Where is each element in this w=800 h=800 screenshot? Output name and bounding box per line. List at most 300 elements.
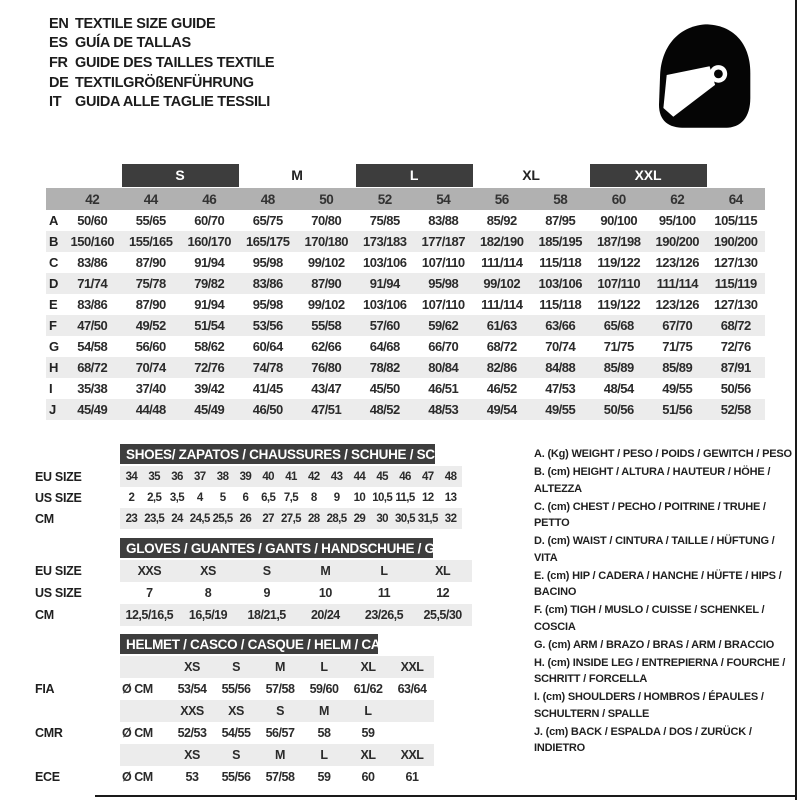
size-value: 87/95 [545,213,576,228]
size-value: 38 [216,470,229,483]
size-value: 34 [125,470,138,483]
size-value: 55/56 [221,682,251,696]
size-value: 23,5 [144,512,165,525]
gloves-row [35,604,472,626]
row-cells [120,508,462,529]
size-value: 103/106 [363,255,407,270]
size-column-header: 64 [728,191,743,207]
gloves-table-title: GLOVES / GUANTES / GANTS / HANDSCHUHE / GUANTI [120,538,433,558]
size-value: 87/90 [135,297,166,312]
measurement-row-h [46,357,765,378]
size-value: 53/56 [252,318,283,333]
size-value: 48/54 [603,381,634,396]
row-cells [120,656,434,678]
size-value: 8 [204,586,212,600]
size-value: 123/126 [655,255,699,270]
size-value: 2 [128,491,135,504]
size-value: 46/50 [252,402,283,417]
racing-helmet-icon [648,18,758,132]
size-value: 190/200 [714,234,758,249]
legend-item: A. (Kg) WEIGHT / PESO / POIDS / GEWITCH / PESO [534,448,792,460]
row-key: J [49,402,57,417]
bottom-border-line [95,795,797,797]
size-value: 78/82 [369,360,400,375]
size-value: 42 [307,470,320,483]
size-value: 48/52 [369,402,400,417]
legend-item: C. (cm) CHEST / PECHO / POITRINE / TRUHE / PETTO [534,500,766,529]
size-value: 32 [444,512,457,525]
shoes-row [35,487,462,508]
size-value: XS [228,704,244,718]
size-value: 41/45 [252,381,283,396]
legend-item: E. (cm) HIP / CADERA / HANCHE / HÜFTE / HIPS / BACINO [534,569,782,598]
size-value: 83/88 [428,213,459,228]
row-label [35,700,120,722]
row-cells [120,678,434,700]
row-key: G [49,339,60,354]
row-cells [120,744,434,766]
size-value: 26 [239,512,252,525]
size-value: 95/98 [252,255,283,270]
size-value: 95/100 [658,213,696,228]
size-value: 70/74 [545,339,576,354]
size-value: 90/100 [600,213,638,228]
size-value: 47/53 [545,381,576,396]
size-value: 71/75 [662,339,693,354]
size-value: 182/190 [480,234,524,249]
cmr-values-row [35,722,434,744]
size-value: 46/51 [428,381,459,396]
size-column-header: 42 [85,191,100,207]
size-value: 65/75 [252,213,283,228]
size-value: 190/200 [655,234,699,249]
size-value: M [320,564,331,578]
size-value: 85/89 [603,360,634,375]
size-value: 9 [263,586,270,600]
size-value: 7,5 [283,491,299,504]
size-value: XL [435,564,451,578]
row-label: ECE [35,770,60,784]
size-value: 11 [377,586,391,600]
size-value: XL [360,660,376,674]
size-value: 160/170 [187,234,231,249]
size-value: 57/60 [369,318,400,333]
measurement-legend [534,446,800,758]
size-value: 83/86 [77,255,108,270]
size-value: 165/175 [246,234,290,249]
legend-item: D. (cm) WAIST / CINTURA / TAILLE / HÜFTUNG / VITA [534,535,775,564]
size-value: 16,5/19 [188,608,228,622]
shoes-table-rows [35,466,462,529]
size-value: 41 [285,470,297,483]
size-value: 71/75 [603,339,634,354]
size-value: 173/183 [363,234,407,249]
size-value: 47 [421,470,434,483]
size-value: 8 [310,491,317,504]
size-value: 24 [171,512,183,525]
size-value: 127/130 [714,255,758,270]
size-value: 12,5/16,5 [125,608,174,622]
language-row [49,14,274,34]
size-column-header: 62 [670,191,685,207]
size-value: 10 [318,586,332,600]
size-value: 51/54 [194,318,225,333]
size-value: 63/66 [545,318,576,333]
size-value: XXS [137,564,162,578]
size-value: 68/72 [720,318,751,333]
size-column-header: 56 [494,191,509,207]
measurement-row-a [46,210,765,231]
size-value: 72/76 [194,360,225,375]
row-key: A [49,213,59,228]
size-group-label: XL [522,167,540,183]
size-value: 24,5 [189,512,210,525]
row-label: CM [35,511,54,526]
size-value: M [275,748,285,762]
shoes-size-table [35,444,472,529]
row-key: F [49,318,57,333]
language-code: ES [49,35,68,52]
size-value: 43/47 [311,381,342,396]
size-value: 71/74 [77,276,108,291]
size-value: 115/118 [539,255,582,270]
language-title: GUIDA ALLE TAGLIE TESSILI [75,94,270,111]
ece-values-row [35,766,434,788]
size-value: 127/130 [714,297,758,312]
size-value: 39 [239,470,252,483]
size-value: 54/55 [221,726,251,740]
row-label [35,744,120,766]
size-value: 37 [193,470,206,483]
language-code: FR [49,54,68,71]
size-value: 20/24 [310,608,340,622]
size-value: 46 [399,470,411,483]
size-value: S [232,748,240,762]
size-value: 185/195 [538,234,582,249]
size-value: 79/82 [194,276,225,291]
size-value: 45 [376,470,388,483]
textile-size-table [46,163,765,420]
size-value: 45/50 [369,381,400,396]
size-value: 105/115 [714,213,758,228]
size-value: 2,5 [147,491,162,504]
size-value: XXL [400,660,424,674]
gloves-row [35,582,472,604]
size-value: 49/55 [662,381,693,396]
row-key: C [49,255,59,270]
language-code: EN [49,15,69,32]
size-value: 119/122 [597,297,641,312]
language-row [49,73,274,93]
language-title: GUIDE DES TAILLES TEXTILE [75,54,275,71]
size-value: 55/58 [311,318,342,333]
size-value: 51/56 [662,402,693,417]
size-value: 56/57 [265,726,295,740]
row-cells [120,560,472,582]
size-value: 58 [317,726,331,740]
size-value: Ø CM [122,682,153,696]
size-value: 23/26,5 [364,608,404,622]
row-label: CMR [35,726,63,740]
measurement-row-e [46,294,765,315]
size-value: 39/42 [194,381,225,396]
row-label: FIA [35,682,55,696]
row-cells [120,766,434,788]
size-value: 27 [262,512,274,525]
size-value: 170/180 [304,234,348,249]
size-value: 99/102 [483,276,521,291]
size-value: S [262,564,271,578]
size-value: 48/53 [428,402,459,417]
size-value: 53 [185,770,199,784]
size-value: 44/48 [135,402,166,417]
legend-item: G. (cm) ARM / BRAZO / BRAS / ARM / BRACCIO [534,638,775,651]
size-value: 57/58 [265,682,295,696]
size-value: 28 [307,512,320,525]
size-value: 70/74 [135,360,166,375]
size-value: 87/90 [135,255,166,270]
size-value: 111/114 [481,297,523,312]
size-value: 123/126 [655,297,699,312]
size-value: 99/102 [307,297,345,312]
size-value: 83/86 [252,276,283,291]
row-label [35,656,120,678]
size-value: 87/90 [311,276,342,291]
size-value: 155/165 [129,234,173,249]
row-key: B [49,234,59,249]
row-cells [120,604,472,626]
size-value: XXS [180,704,204,718]
size-value: 48 [444,470,457,483]
size-value: 30,5 [395,512,415,525]
size-value: 9 [333,491,340,504]
size-value: 66/70 [428,339,459,354]
size-column-header: 52 [377,191,392,207]
size-value: 177/187 [421,234,465,249]
size-column-header: 48 [260,191,275,207]
measurement-row-i [46,378,765,399]
size-value: 84/88 [545,360,576,375]
size-value: 25,5/30 [423,608,462,622]
size-group-label: S [122,164,239,187]
size-value: 5 [219,491,226,504]
row-key: H [49,360,59,375]
size-value: 82/86 [486,360,517,375]
size-group-label: XXL [590,164,707,187]
size-value: 36 [171,470,183,483]
size-value: 49/55 [545,402,576,417]
size-value: 115/119 [714,276,757,291]
language-title: TEXTILE SIZE GUIDE [75,15,216,32]
size-value: 47/50 [77,318,108,333]
helmet-table-title: HELMET / CASCO / CASQUE / HELM / CASCO [120,634,378,654]
size-group-label: M [291,167,303,183]
size-value: 55/56 [221,770,251,784]
size-value: L [320,748,328,762]
size-value: 47/51 [311,402,342,417]
size-value: 6,5 [261,491,276,504]
size-value: 115/118 [539,297,582,312]
shoes-row [35,508,462,529]
size-value: XS [184,660,200,674]
size-value: L [380,564,388,578]
size-value: S [232,660,240,674]
size-column-header: 54 [436,191,451,207]
gloves-row [35,560,472,582]
size-value: 56/60 [135,339,166,354]
legend-item: B. (cm) HEIGHT / ALTURA / HAUTEUR / HÖHE / ALTEZZA [534,466,771,495]
size-group-header-row [46,163,765,187]
size-value: 62/66 [311,339,342,354]
size-column-header: 50 [319,191,334,207]
row-label: EU SIZE [35,469,82,484]
measurement-row-c [46,252,765,273]
language-row [49,92,274,112]
size-value: L [364,704,372,718]
size-column-header: 60 [611,191,626,207]
language-title: GUÍA DE TALLAS [75,35,191,52]
language-title: TEXTILGRÖßENFÜHRUNG [75,74,254,91]
size-value: 3,5 [169,491,185,504]
row-key: I [49,381,53,396]
size-value: 60/64 [252,339,283,354]
size-value: 29 [353,512,366,525]
size-value: 68/72 [486,339,517,354]
size-value: 18/21,5 [247,608,286,622]
size-value: XL [360,748,376,762]
gloves-table-rows [35,560,472,626]
size-value: 59/62 [428,318,459,333]
measurement-row-f [46,315,765,336]
size-value: M [319,704,329,718]
size-value: 80/84 [428,360,459,375]
size-value: 61/63 [486,318,517,333]
size-value: 95/98 [428,276,459,291]
size-value: XXL [400,748,424,762]
size-value: 75/78 [135,276,166,291]
size-value: 111/114 [656,276,698,291]
size-value: 12 [436,586,450,600]
helmet-table-rows [35,656,434,788]
size-value: 49/52 [135,318,166,333]
size-value: 63/64 [397,682,427,696]
size-value: 57/58 [265,770,295,784]
size-value: 59/60 [309,682,339,696]
size-value: 45/49 [77,402,108,417]
size-value: 68/72 [77,360,108,375]
size-value: S [276,704,284,718]
size-group-label: L [356,164,473,187]
size-value: 59 [317,770,331,784]
size-value: 6 [242,491,249,504]
size-value: 150/160 [70,234,114,249]
size-value: 58/62 [194,339,225,354]
size-value: 12 [421,491,434,504]
row-cells [120,722,434,744]
row-label: EU SIZE [35,564,82,578]
cmr-size-header-row [35,700,434,722]
language-code: DE [49,74,69,91]
size-value: 35/38 [77,381,108,396]
size-value: 85/89 [662,360,693,375]
size-value: 74/78 [252,360,283,375]
size-value: 11,5 [395,491,415,504]
row-cells [120,582,472,604]
size-column-header: 58 [553,191,568,207]
size-number-header-row [46,188,765,210]
size-value: 103/106 [538,276,582,291]
size-value: 61/62 [353,682,383,696]
size-value: 60/70 [194,213,225,228]
size-value: 28,5 [326,512,347,525]
size-column-header: 44 [143,191,158,207]
size-value: 10,5 [372,491,393,504]
shoes-row [35,466,462,487]
size-value: 85/92 [486,213,517,228]
fia-size-header-row [35,656,434,678]
size-value: 30 [376,512,388,525]
size-value: 44 [353,470,366,483]
size-value: 107/110 [421,297,465,312]
row-label: CM [35,608,54,622]
size-value: 67/70 [662,318,693,333]
size-value: 49/54 [486,402,517,417]
size-value: Ø CM [122,770,153,784]
row-label: US SIZE [35,490,82,505]
size-value: 55/65 [135,213,166,228]
legend-item: J. (cm) BACK / ESPALDA / DOS / ZURÜCK / INDIETRO [534,725,752,754]
row-key: E [49,297,58,312]
size-value: 60 [361,770,375,784]
size-value: 50/56 [720,381,751,396]
size-column-header: 46 [202,191,217,207]
size-value: 27,5 [281,512,301,525]
size-value: 65/68 [603,318,634,333]
size-value: 35 [148,470,160,483]
size-value: 91/94 [369,276,400,291]
row-cells [120,466,462,487]
helmet-size-table [35,634,434,788]
size-value: 25,5 [212,512,233,525]
size-value: M [275,660,285,674]
size-value: 111/114 [481,255,523,270]
size-value: Ø CM [122,726,153,740]
size-value: 50/56 [603,402,634,417]
size-value: 23 [125,512,138,525]
size-value: 61 [405,770,419,784]
measurement-row-d [46,273,765,294]
size-value: 75/85 [369,213,400,228]
size-value: 52/58 [720,402,751,417]
size-value: 46/52 [486,381,517,396]
size-value: 107/110 [597,276,641,291]
size-value: 31,5 [417,512,438,525]
legend-item: I. (cm) SHOULDERS / HOMBROS / ÉPAULES / SCHULTERN / SPALLE [534,691,764,720]
size-value: 99/102 [307,255,345,270]
legend-item: F. (cm) TIGH / MUSLO / CUISSE / SCHENKEL / COSCIA [534,604,765,633]
size-value: 13 [444,491,457,504]
language-row [49,34,274,54]
row-key: D [49,276,59,291]
size-value: 40 [262,470,274,483]
size-value: 53/54 [177,682,207,696]
size-value: 10 [353,491,366,504]
legend-item: H. (cm) INSIDE LEG / ENTREPIERNA / FOURCHE / SCHRITT / FORCELLA [534,656,786,685]
size-value: 87/91 [720,360,751,375]
size-value: XS [200,564,216,578]
row-cells [120,487,462,508]
size-value: 64/68 [369,339,400,354]
